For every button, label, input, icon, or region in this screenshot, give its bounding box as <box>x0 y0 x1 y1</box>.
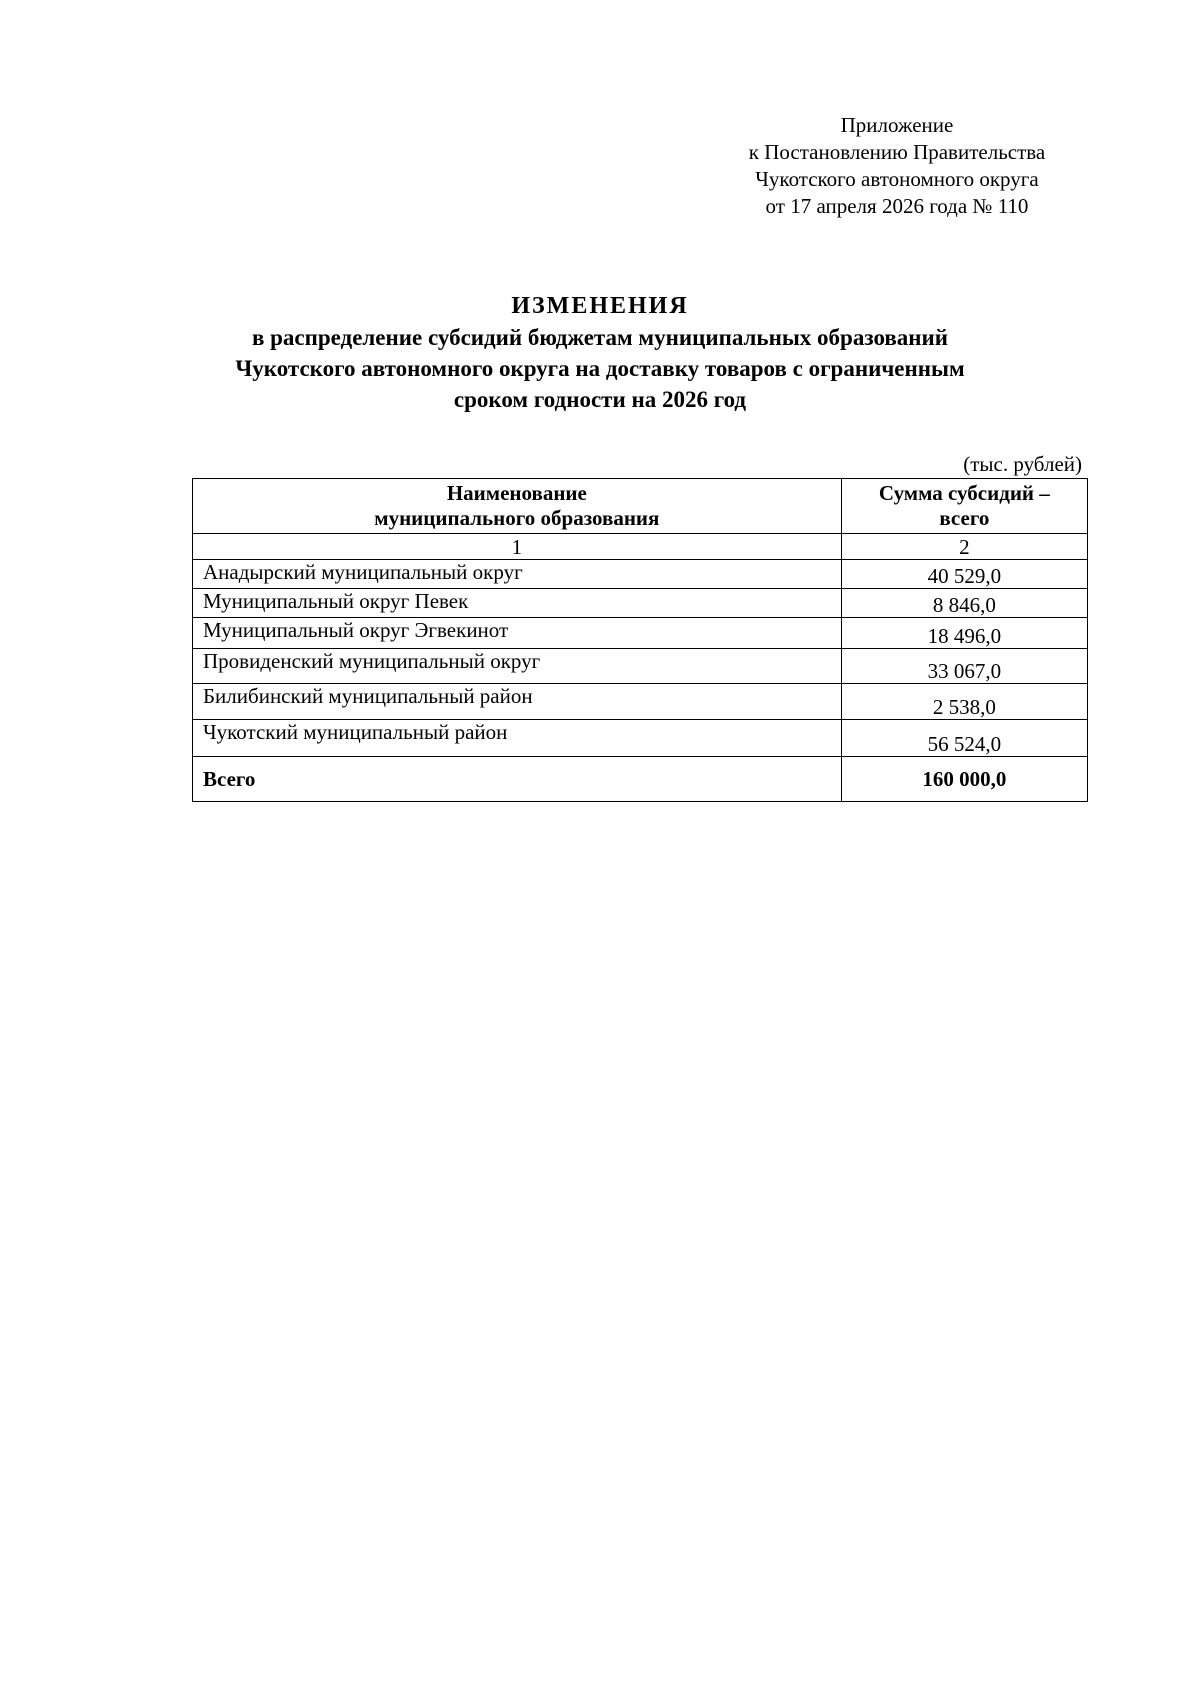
title-subline: в распределение субсидий бюджетам муниципальных образований <box>251 325 949 350</box>
title-main: ИЗМЕНЕНИЯ <box>511 293 689 319</box>
municipality-name-cell: Анадырский муниципальный округ <box>193 560 842 589</box>
municipality-name-cell: Провиденский муниципальный округ <box>193 649 842 684</box>
table-row <box>193 618 1088 649</box>
appendix-line: к Постановлению Правительства <box>748 140 1046 164</box>
header-sum-cell <box>841 479 1087 534</box>
units-label: (тыс. рублей) <box>963 452 1082 476</box>
header-sum-line: всего <box>939 506 990 530</box>
header-name-cell <box>193 479 842 534</box>
subsidy-sum-cell: 18 496,0 <box>841 618 1087 649</box>
header-sum-line: Сумма субсидий – <box>878 481 1050 505</box>
total-sum-cell: 160 000,0 <box>841 757 1087 802</box>
municipality-name-cell: Муниципальный округ Певек <box>193 589 842 618</box>
subsidies-table <box>192 478 1088 802</box>
table-total-row <box>193 757 1088 802</box>
subsidy-sum-cell: 2 538,0 <box>841 684 1087 720</box>
table-row <box>193 684 1088 720</box>
title-subline: сроком годности на 2026 год <box>453 387 747 412</box>
subsidy-sum-cell: 56 524,0 <box>841 720 1087 757</box>
appendix-line: Приложение <box>840 113 954 137</box>
subsidy-sum-cell: 33 067,0 <box>841 649 1087 684</box>
total-label-cell: Всего <box>193 757 842 802</box>
appendix-date-line: от 17 апреля 2026 года № 110 <box>765 194 1029 218</box>
subsidy-sum-cell: 8 846,0 <box>841 589 1087 618</box>
appendix-block <box>724 112 1070 220</box>
table-header-row <box>193 479 1088 534</box>
column-number-row <box>193 534 1088 560</box>
header-name-line: Наименование <box>446 481 587 505</box>
table-row <box>193 649 1088 684</box>
municipality-name-cell: Муниципальный округ Эгвекинот <box>193 618 842 649</box>
municipality-name-cell: Чукотский муниципальный район <box>193 720 842 757</box>
column-number-cell: 1 <box>193 534 842 560</box>
title-subline: Чукотского автономного округа на доставку товаров с ограниченным <box>235 356 965 381</box>
appendix-line: Чукотского автономного округа <box>755 167 1039 191</box>
subsidy-sum-cell: 40 529,0 <box>841 560 1087 589</box>
column-number-cell: 2 <box>841 534 1087 560</box>
table-row <box>193 720 1088 757</box>
header-name-line: муниципального образования <box>374 506 660 530</box>
document-title <box>0 290 1200 415</box>
municipality-name-cell: Билибинский муниципальный район <box>193 684 842 720</box>
table-row <box>193 589 1088 618</box>
table-row <box>193 560 1088 589</box>
